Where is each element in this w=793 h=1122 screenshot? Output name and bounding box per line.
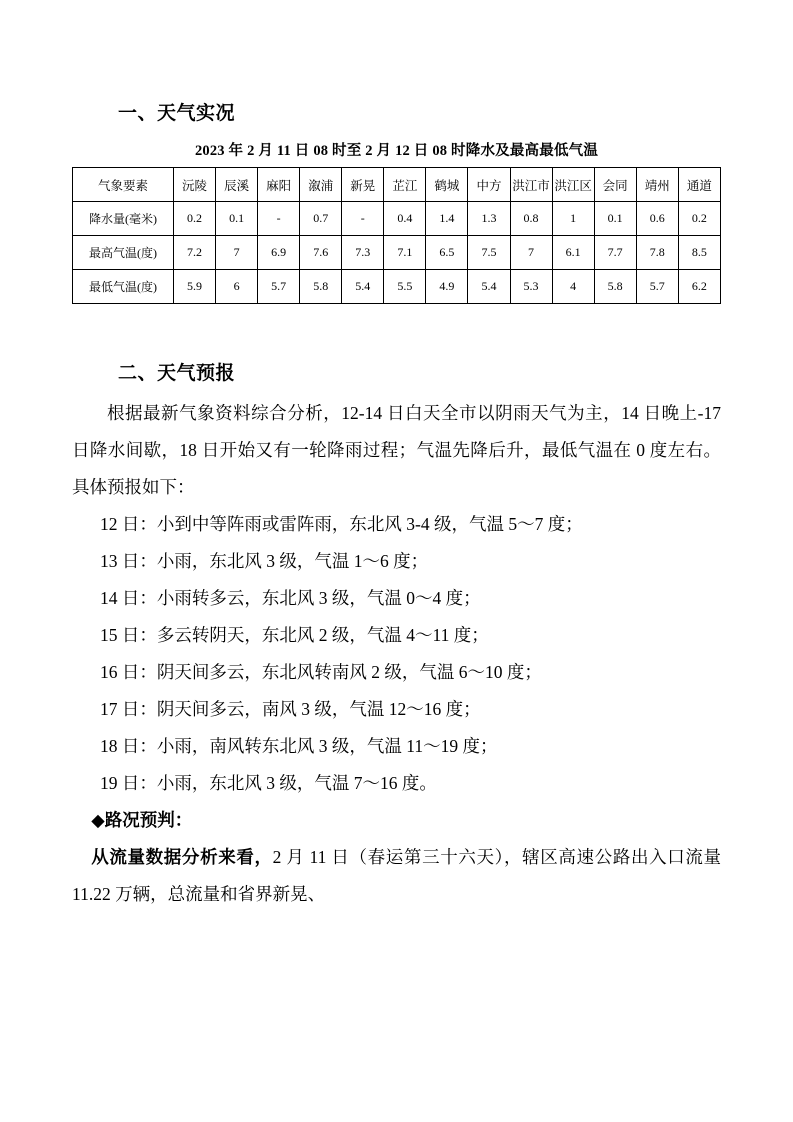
table-header-row [73, 168, 721, 202]
table-col-header: 洪江市 [510, 168, 552, 202]
table-cell: 4 [552, 270, 594, 304]
table-col-header: 靖州 [636, 168, 678, 202]
forecast-day-item: 14 日：小雨转多云，东北风 3 级，气温 0～4 度； [100, 588, 481, 608]
road-condition-paragraph [72, 839, 721, 913]
table-cell: 0.2 [678, 202, 720, 236]
table-row [73, 270, 721, 304]
table-col-header: 辰溪 [216, 168, 258, 202]
forecast-day-item: 16 日：阴天间多云，东北风转南风 2 级，气温 6～10 度； [100, 662, 542, 682]
weather-observation-table [72, 167, 721, 304]
table-row [73, 236, 721, 270]
table-cell: 7.8 [636, 236, 678, 270]
table-cell: 4.9 [426, 270, 468, 304]
section-heading-weather-observation: 一、天气实况 [118, 103, 236, 124]
forecast-day-item: 19 日：小雨，东北风 3 级，气温 7～16 度。 [100, 773, 437, 793]
table-col-header: 气象要素 [73, 168, 174, 202]
table-col-header: 芷江 [384, 168, 426, 202]
table-row [73, 202, 721, 236]
table-cell: 6.9 [258, 236, 300, 270]
table-title: 2023 年 2 月 11 日 08 时至 2 月 12 日 08 时降水及最高最低气温 [194, 143, 599, 159]
table-header [73, 168, 721, 202]
table-cell: 0.6 [636, 202, 678, 236]
table-cell: - [342, 202, 384, 236]
forecast-intro-paragraph: 根据最新气象资料综合分析，12-14 日白天全市以阴雨天气为主，14 日晚上-17 日降水间歇，18 日开始又有一轮降雨过程；气温先降后升，最低气温在 0 度左右。具体预报如下： [72, 403, 721, 497]
table-cell: 6 [216, 270, 258, 304]
table-cell: 1.3 [468, 202, 510, 236]
table-cell: 5.8 [300, 270, 342, 304]
table-cell: 7.7 [594, 236, 636, 270]
table-col-header: 鹤城 [426, 168, 468, 202]
forecast-day-item: 18 日：小雨，南风转东北风 3 级，气温 11～19 度； [100, 736, 498, 756]
table-cell: 5.4 [342, 270, 384, 304]
table-row-header: 最低气温(度) [73, 270, 174, 304]
table-col-header: 洪江区 [552, 168, 594, 202]
table-row-header: 降水量(毫米) [73, 202, 174, 236]
table-cell: 0.7 [300, 202, 342, 236]
table-cell: 1.4 [426, 202, 468, 236]
table-cell: 0.1 [216, 202, 258, 236]
table-col-header: 沅陵 [174, 168, 216, 202]
table-cell: 7 [216, 236, 258, 270]
table-cell: 6.1 [552, 236, 594, 270]
forecast-day-item: 15 日：多云转阴天，东北风 2 级，气温 4～11 度； [100, 625, 489, 645]
table-cell: 0.8 [510, 202, 552, 236]
table-cell: 7.5 [468, 236, 510, 270]
table-col-header: 会同 [594, 168, 636, 202]
table-body [73, 202, 721, 304]
table-col-header: 麻阳 [258, 168, 300, 202]
table-cell: 5.7 [258, 270, 300, 304]
table-cell: 5.4 [468, 270, 510, 304]
table-cell: 7.3 [342, 236, 384, 270]
table-cell: 5.5 [384, 270, 426, 304]
road-condition-lead: 从流量数据分析来看， [91, 847, 273, 867]
table-cell: 5.3 [510, 270, 552, 304]
table-col-header: 通道 [678, 168, 720, 202]
forecast-day-item: 17 日：阴天间多云，南风 3 级，气温 12～16 度； [100, 699, 481, 719]
table-cell: 7.1 [384, 236, 426, 270]
forecast-day-item: 13 日：小雨，东北风 3 级，气温 1～6 度； [100, 551, 429, 571]
table-cell: 7.6 [300, 236, 342, 270]
road-condition-heading: ◆路况预判： [91, 810, 193, 830]
table-cell: 6.5 [426, 236, 468, 270]
table-cell: 7.2 [174, 236, 216, 270]
table-col-header: 中方 [468, 168, 510, 202]
table-cell: 0.2 [174, 202, 216, 236]
forecast-day-item: 12 日：小到中等阵雨或雷阵雨，东北风 3-4 级，气温 5～7 度； [100, 514, 583, 534]
table-col-header: 溆浦 [300, 168, 342, 202]
section-heading-weather-forecast: 二、天气预报 [118, 363, 236, 384]
table-cell: - [258, 202, 300, 236]
table-cell: 5.8 [594, 270, 636, 304]
table-cell: 7 [510, 236, 552, 270]
table-cell: 5.7 [636, 270, 678, 304]
table-row-header: 最高气温(度) [73, 236, 174, 270]
table-col-header: 新晃 [342, 168, 384, 202]
road-condition-text: 2 月 11 日（春运第三十六天），辖区高速公路出入口流量 11.22 万辆，总流量和省界新晃、 [72, 847, 722, 904]
table-cell: 5.9 [174, 270, 216, 304]
forecast-day-list [72, 506, 721, 802]
table-cell: 0.4 [384, 202, 426, 236]
table-cell: 6.2 [678, 270, 720, 304]
table-cell: 8.5 [678, 236, 720, 270]
table-cell: 1 [552, 202, 594, 236]
table-cell: 0.1 [594, 202, 636, 236]
